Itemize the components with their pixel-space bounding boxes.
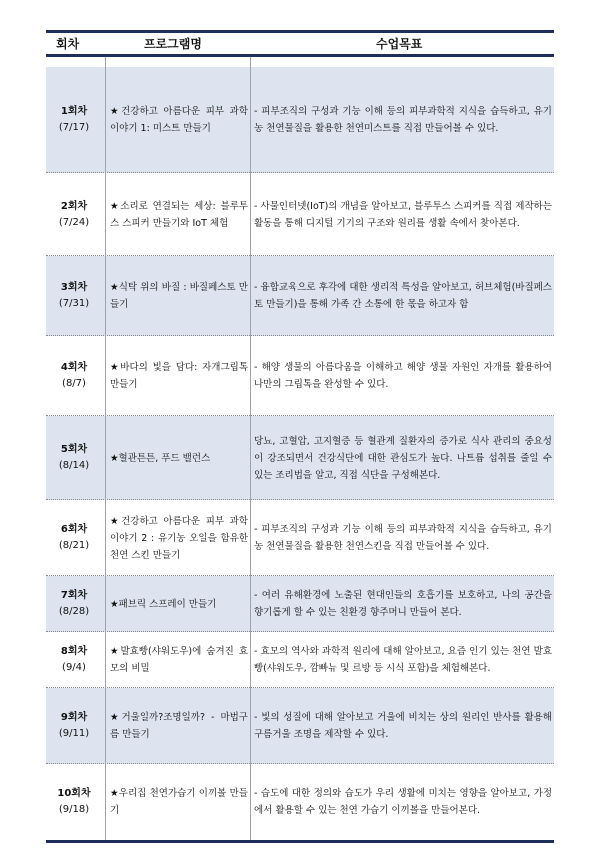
session-date: (9/11) [58,728,90,739]
session-number: 3회차 [60,282,88,293]
goal-cell [254,416,552,500]
session-number: 8회차 [60,646,88,657]
class-goal: - 사물인터넷(IoT)의 개념을 알아보고, 블루투스 스피커를 직접 제작하는 활동을 통해 디지털 기기의 구조와 원리를 생활 속에서 찾아본다. [254,200,552,229]
program-cell [110,336,248,416]
column-divider [105,57,106,840]
header-bottom-rule [46,54,554,57]
session-cell [46,336,102,416]
session-number: 9회차 [60,712,88,723]
program-name: ★건강하고 아름다운 피부 과학 이야기 2 : 유기농 오일을 함유한 천연 스킨 만들기 [110,515,248,561]
class-goal: 당뇨, 고혈압, 고지혈증 등 혈관계 질환자의 증가로 식사 관리의 중요성이 강조되면서 건강식단에 대한 관심도가 높다. 나트륨 섭취를 줄일 수 있는 조리법을 알고, 직접 식단을 구성해본다. [254,435,552,481]
session-date: (9/18) [58,804,90,815]
session-cell [46,173,102,256]
session-cell [46,688,102,764]
table-row [46,764,554,840]
goal-cell [254,256,552,336]
program-name: ★발효빵(샤워도우)에 숨겨진 효모의 비밀 [110,646,248,674]
table-row [46,67,554,173]
column-divider [250,57,251,840]
table-row [46,500,554,576]
session-date: (9/4) [62,662,86,673]
class-goal: - 해양 생물의 아름다움을 이해하고 해양 생물 자원인 자개를 활용하여 나만의 그립톡을 완성할 수 있다. [254,362,552,390]
program-name: ★바다의 빛을 담다: 자개그립톡 만들기 [110,362,248,390]
class-goal: - 피부조직의 구성과 기능 이해 등의 피부과학적 지식을 습득하고, 유기농 천연물질을 활용한 천연스킨을 직접 만들어볼 수 있다. [254,524,552,552]
class-goal: - 융합교육으로 후각에 대한 생리적 특성을 알아보고, 허브체험(바질페스토 만들기)을 통해 가족 간 소통에 한 몫을 하고자 함 [254,282,552,310]
session-cell [46,416,102,500]
session-number: 7회차 [60,590,88,601]
program-name: ★혈관튼튼, 푸드 밸런스 [110,452,211,464]
class-goal: - 효모의 역사와 과학적 원리에 대해 알아보고, 요즘 인기 있는 천연 발효빵(샤워도우, 깜빠뉴 및 르방 등 시식 포함)을 체험해본다. [254,646,552,674]
table-header [46,33,554,53]
session-number: 4회차 [60,362,88,373]
program-cell [110,576,248,632]
session-date: (8/28) [58,606,90,617]
program-cell [110,256,248,336]
goal-cell [254,632,552,688]
table-row [46,576,554,632]
table-row [46,632,554,688]
goal-cell [254,764,552,840]
goal-cell [254,688,552,764]
goal-cell [254,576,552,632]
session-cell [46,764,102,840]
table-row [46,256,554,336]
goal-cell [254,173,552,256]
class-goal: - 피부조직의 구성과 기능 이해 등의 피부과학적 지식을 습득하고, 유기농 천연물질을 활용한 천연미스트를 직접 만들어볼 수 있다. [254,106,552,134]
class-goal: - 습도에 대한 정의와 습도가 우리 생활에 미치는 영향을 알아보고, 가정에서 활용할 수 있는 천연 가습기 이끼볼을 만들어본다. [254,788,552,816]
program-name: ★거울일까?조명일까? - 마법구름 만들기 [110,712,248,740]
session-date: (7/24) [58,216,90,228]
program-cell [110,67,248,173]
program-name: ★패브릭 스프레이 만들기 [110,598,217,610]
program-cell [110,632,248,688]
program-name: ★식탁 위의 바질 : 바질페스토 만들기 [110,282,248,310]
class-goal: - 빛의 성질에 대해 알아보고 거울에 비치는 상의 원리인 반사를 활용해 구름거울 조명을 제작할 수 있다. [254,712,552,740]
class-goal: - 여러 유해환경에 노출된 현대인들의 호흡기를 보호하고, 나의 공간을 향기롭게 할 수 있는 친환경 향주머니 만들어 본다. [254,590,552,618]
session-date: (8/14) [58,460,90,471]
table-row [46,173,554,256]
program-cell [110,500,248,576]
program-name: ★건강하고 아름다운 피부 과학 이야기 1: 미스트 만들기 [110,106,248,134]
session-cell [46,632,102,688]
session-number: 10회차 [57,788,91,799]
program-cell [110,688,248,764]
program-name: ★우리집 천연가습기 이끼볼 만들기 [110,788,248,816]
session-cell [46,67,102,173]
goal-cell [254,67,552,173]
session-cell [46,576,102,632]
session-number: 6회차 [60,524,88,535]
program-cell [110,416,248,500]
session-number: 2회차 [60,200,88,212]
table-row [46,688,554,764]
program-cell [110,173,248,256]
program-cell [110,764,248,840]
table-row [46,416,554,500]
goal-cell [254,336,552,416]
session-cell [46,256,102,336]
session-number: 1회차 [60,106,88,117]
session-date: (8/21) [58,540,90,551]
table-row [46,336,554,416]
program-name: ★소리로 연결되는 세상: 블루투스 스피커 만들기와 IoT 체험 [110,200,248,229]
table-bottom-rule [46,840,554,843]
header-goal: 수업목표 [376,37,423,51]
header-session: 회차 [56,37,80,51]
session-date: (8/7) [62,378,86,389]
session-date: (7/17) [58,122,90,133]
session-date: (7/31) [58,298,90,309]
session-cell [46,500,102,576]
goal-cell [254,500,552,576]
session-number: 5회차 [60,444,88,455]
header-program: 프로그램명 [144,37,202,51]
